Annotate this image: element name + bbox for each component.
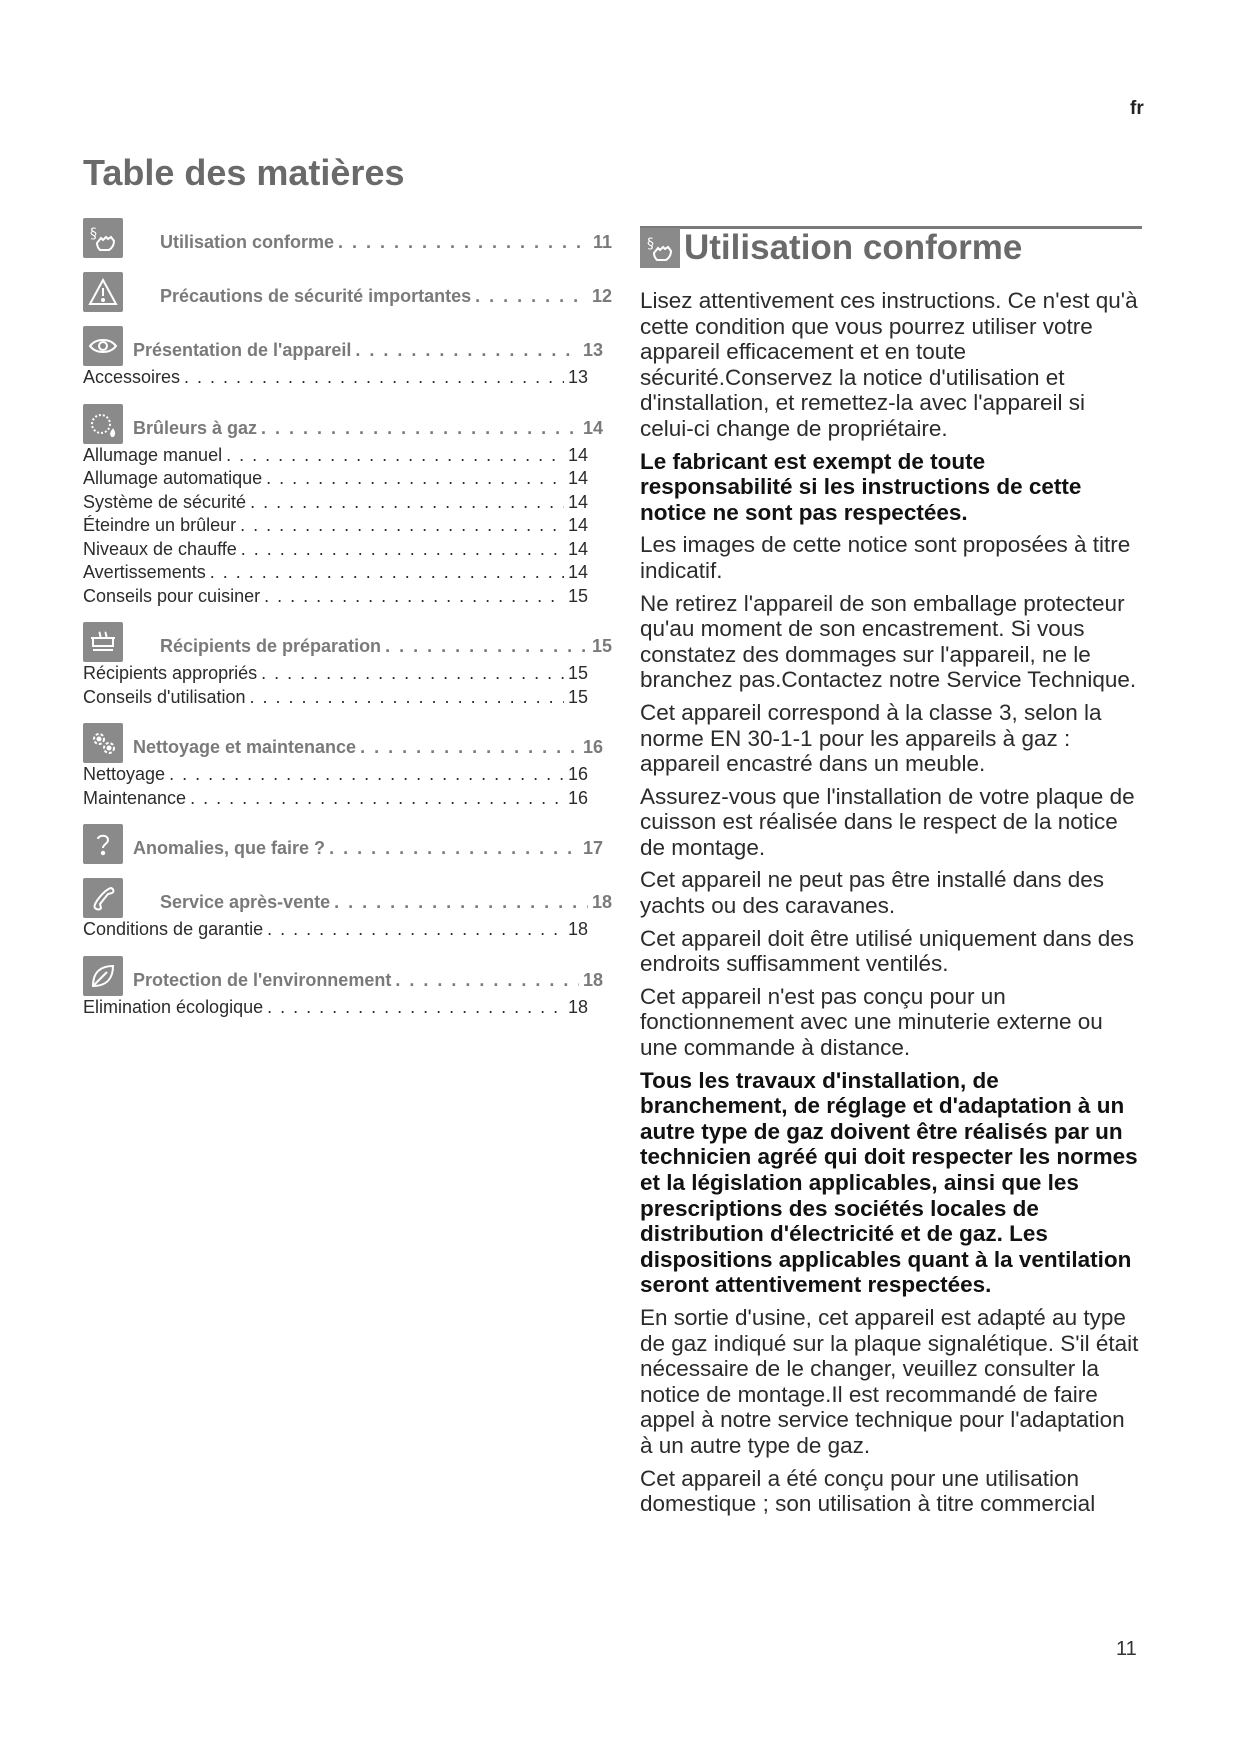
toc-section-label: Présentation de l'appareil xyxy=(133,340,352,360)
toc-section-page: 15 xyxy=(591,636,612,656)
toc-section-label: Nettoyage et maintenance xyxy=(133,737,357,757)
leader-dots xyxy=(241,538,564,562)
toc-subentry-page: 14 xyxy=(567,538,588,559)
toc-subentry-page: 15 xyxy=(567,663,588,683)
body-paragraph: Assurez-vous que l'installation de votre plaque de cuisson est réalisée dans le respect de la notice de montage. xyxy=(640,783,1135,860)
toc-subentry-label: Niveaux de chauffe xyxy=(83,538,237,559)
toc-subentry-label: Éteindre un brûleur xyxy=(83,515,237,535)
toc-subentry-page: 14 xyxy=(567,491,588,512)
toc-subentry-label: Allumage manuel xyxy=(83,444,223,465)
leader-dots xyxy=(267,996,564,1020)
toc-subentry[interactable] xyxy=(83,686,588,710)
leader-dots xyxy=(184,366,564,390)
toc-section-label: Protection de l'environnement xyxy=(133,969,392,990)
leader-dots xyxy=(267,918,564,942)
toc-section-entry[interactable] xyxy=(160,636,612,657)
section-body xyxy=(640,288,1142,1524)
toc-subentry[interactable] xyxy=(83,467,588,491)
table-of-contents xyxy=(83,216,613,1019)
toc-subentry-page: 13 xyxy=(567,367,588,387)
toc-section-page: 13 xyxy=(582,340,603,360)
leader-dots xyxy=(395,970,579,991)
leader-dots xyxy=(266,467,564,491)
toc-section-page: 17 xyxy=(582,838,603,858)
leader-dots xyxy=(210,561,564,585)
leader-dots xyxy=(334,892,588,913)
question-icon xyxy=(83,824,123,864)
toc-section-entry[interactable] xyxy=(133,970,603,991)
toc-section-entry[interactable] xyxy=(133,418,603,439)
toc-subentry-page: 14 xyxy=(567,562,588,582)
toc-section xyxy=(83,402,613,444)
cleaning-icon xyxy=(83,723,123,763)
leader-dots xyxy=(385,636,588,657)
toc-subentry-page: 15 xyxy=(567,686,588,707)
svg-text:§: § xyxy=(647,236,654,252)
body-paragraph: En sortie d'usine, cet appareil est adapté au type de gaz indiqué sur la plaque signalétique. S'il était nécessaire de le changer, veuillez consulter la notice de montage.Il est recommandé de faire appel à notre service technique pour l'adaptation à un autre type de gaz. xyxy=(640,1304,1139,1458)
toc-subentry-label: Maintenance xyxy=(83,787,187,808)
toc-section-entry[interactable] xyxy=(133,340,603,361)
toc-section xyxy=(83,954,613,996)
body-paragraph: Cet appareil ne peut pas être installé dans des yachts ou des caravanes. xyxy=(640,867,1105,919)
body-paragraph: Cet appareil a été conçu pour une utilisation domestique ; son utilisation à titre commercial xyxy=(640,1465,1096,1517)
leader-dots xyxy=(190,787,564,811)
paragraph-hand-icon xyxy=(640,228,680,268)
toc-section-page: 11 xyxy=(592,232,612,252)
toc-section xyxy=(83,721,613,763)
leader-dots xyxy=(329,838,579,859)
toc-title: Table des matières xyxy=(83,152,405,193)
toc-subentry[interactable] xyxy=(83,444,588,468)
toc-section-label: Précautions de sécurité importantes xyxy=(160,286,472,306)
toc-subentry-page: 16 xyxy=(567,787,588,808)
toc-section-label: Utilisation conforme xyxy=(160,232,335,252)
body-paragraph: Cet appareil n'est pas conçu pour un fonctionnement avec une minuterie externe ou une commande à distance. xyxy=(640,983,1103,1061)
toc-subentry-page: 14 xyxy=(567,444,588,465)
toc-subentry[interactable] xyxy=(83,585,588,609)
toc-section-entry[interactable] xyxy=(160,232,612,253)
toc-subentry-label: Allumage automatique xyxy=(83,468,263,488)
body-paragraph: Les images de cette notice sont proposées à titre indicatif. xyxy=(640,532,1131,583)
toc-subentry[interactable] xyxy=(83,763,588,787)
paragraph-hand-icon xyxy=(83,218,123,258)
leader-dots xyxy=(264,585,564,609)
toc-subentry[interactable] xyxy=(83,662,588,686)
toc-subentry-page: 15 xyxy=(567,585,588,606)
page-number: 11 xyxy=(1116,1638,1137,1660)
phone-icon xyxy=(83,878,123,918)
warning-paragraph: Le fabricant est exempt de toute responsabilité si les instructions de cette notice ne sont pas respectées. xyxy=(640,448,1082,525)
toc-section xyxy=(83,822,613,864)
leader-dots xyxy=(261,418,579,439)
body-paragraph: Cet appareil correspond à la classe 3, selon la norme EN 30-1-1 pour les appareils à gaz : appareil encastré dans un meuble. xyxy=(640,699,1102,777)
body-paragraph: Cet appareil doit être utilisé uniquement dans des endroits suffisamment ventilés. xyxy=(640,925,1135,977)
toc-section-label: Récipients de préparation xyxy=(160,636,382,656)
toc-section-entry[interactable] xyxy=(133,737,603,758)
warning-paragraph: Tous les travaux d'installation, de branchement, de réglage et d'adaptation à un autre type de gaz doivent être réalisés par un technicien agréé qui doit respecter les normes et la législation applicables, ainsi que les prescriptions des sociétés locales de distribution d'électricité et de gaz. Les dispositions applicables quant à la ventilation seront attentivement respectées. xyxy=(640,1067,1138,1298)
leader-dots xyxy=(240,514,564,538)
toc-section xyxy=(83,876,613,918)
eye-icon xyxy=(83,326,123,366)
toc-section-page: 12 xyxy=(591,286,612,306)
toc-section-label: Brûleurs à gaz xyxy=(133,417,258,438)
toc-subentry-label: Conseils pour cuisiner xyxy=(83,585,261,606)
body-paragraph: Lisez attentivement ces instructions. Ce n'est qu'à cette condition que vous pourrez utiliser votre appareil efficacement et en toute sécurité.Conservez la notice d'utilisation et d'installation, et remettez-la avec l'appareil si celui-ci change de propriétaire. xyxy=(640,288,1138,441)
leader-dots xyxy=(360,737,579,758)
toc-subentry-page: 14 xyxy=(567,468,588,488)
toc-section-page: 18 xyxy=(582,969,603,990)
leader-dots xyxy=(475,286,588,307)
toc-section xyxy=(83,216,613,258)
toc-section xyxy=(83,270,613,312)
leader-dots xyxy=(250,491,564,515)
toc-subentry-page: 14 xyxy=(567,515,588,535)
warning-triangle-icon xyxy=(83,272,123,312)
section-title: Utilisation conforme xyxy=(684,228,1023,267)
toc-subentry[interactable] xyxy=(83,787,588,811)
toc-subentry-page: 18 xyxy=(567,919,588,939)
leader-dots xyxy=(355,340,579,361)
leader-dots xyxy=(250,686,564,710)
svg-text:§: § xyxy=(90,226,97,242)
leaf-icon xyxy=(83,956,123,996)
leader-dots xyxy=(169,763,564,787)
toc-section-label: Anomalies, que faire ? xyxy=(133,838,326,858)
toc-section-page: 14 xyxy=(582,417,603,438)
section-heading xyxy=(640,228,1022,268)
toc-subentry-label: Récipients appropriés xyxy=(83,663,258,683)
toc-section-entry[interactable] xyxy=(160,286,612,307)
toc-subentry[interactable] xyxy=(83,996,588,1020)
toc-subentry-label: Conseils d'utilisation xyxy=(83,686,246,707)
toc-subentry[interactable] xyxy=(83,514,588,538)
toc-subentry[interactable] xyxy=(83,561,588,585)
language-code: fr xyxy=(1130,98,1144,119)
toc-section-page: 16 xyxy=(582,737,603,757)
toc-section-page: 18 xyxy=(591,892,612,912)
toc-subentry-page: 16 xyxy=(567,764,588,784)
toc-subentry-label: Système de sécurité xyxy=(83,491,247,512)
toc-subentry-label: Conditions de garantie xyxy=(83,919,264,939)
toc-section xyxy=(83,620,613,662)
leader-dots xyxy=(261,662,564,686)
cookware-icon xyxy=(83,622,123,662)
toc-subentry-label: Elimination écologique xyxy=(83,996,264,1017)
leader-dots xyxy=(338,232,589,253)
toc-subentry-label: Accessoires xyxy=(83,367,181,387)
body-paragraph: Ne retirez l'appareil de son emballage protecteur qu'au moment de son encastrement. Si vous constatez des dommages sur l'appareil, ne le branchez pas.Contactez notre Service Technique. xyxy=(640,590,1137,693)
toc-subentry[interactable] xyxy=(83,918,588,942)
toc-subentry[interactable] xyxy=(83,538,588,562)
leader-dots xyxy=(226,444,564,468)
toc-subentry-label: Avertissements xyxy=(83,562,206,582)
toc-section-entry[interactable] xyxy=(133,838,603,859)
toc-section-entry[interactable] xyxy=(160,892,612,913)
toc-section xyxy=(83,324,613,366)
toc-subentry-page: 18 xyxy=(567,996,588,1017)
toc-subentry[interactable] xyxy=(83,366,588,390)
toc-subentry-label: Nettoyage xyxy=(83,764,166,784)
toc-subentry[interactable] xyxy=(83,491,588,515)
burner-icon xyxy=(83,404,123,444)
toc-section-label: Service après-vente xyxy=(160,892,331,912)
